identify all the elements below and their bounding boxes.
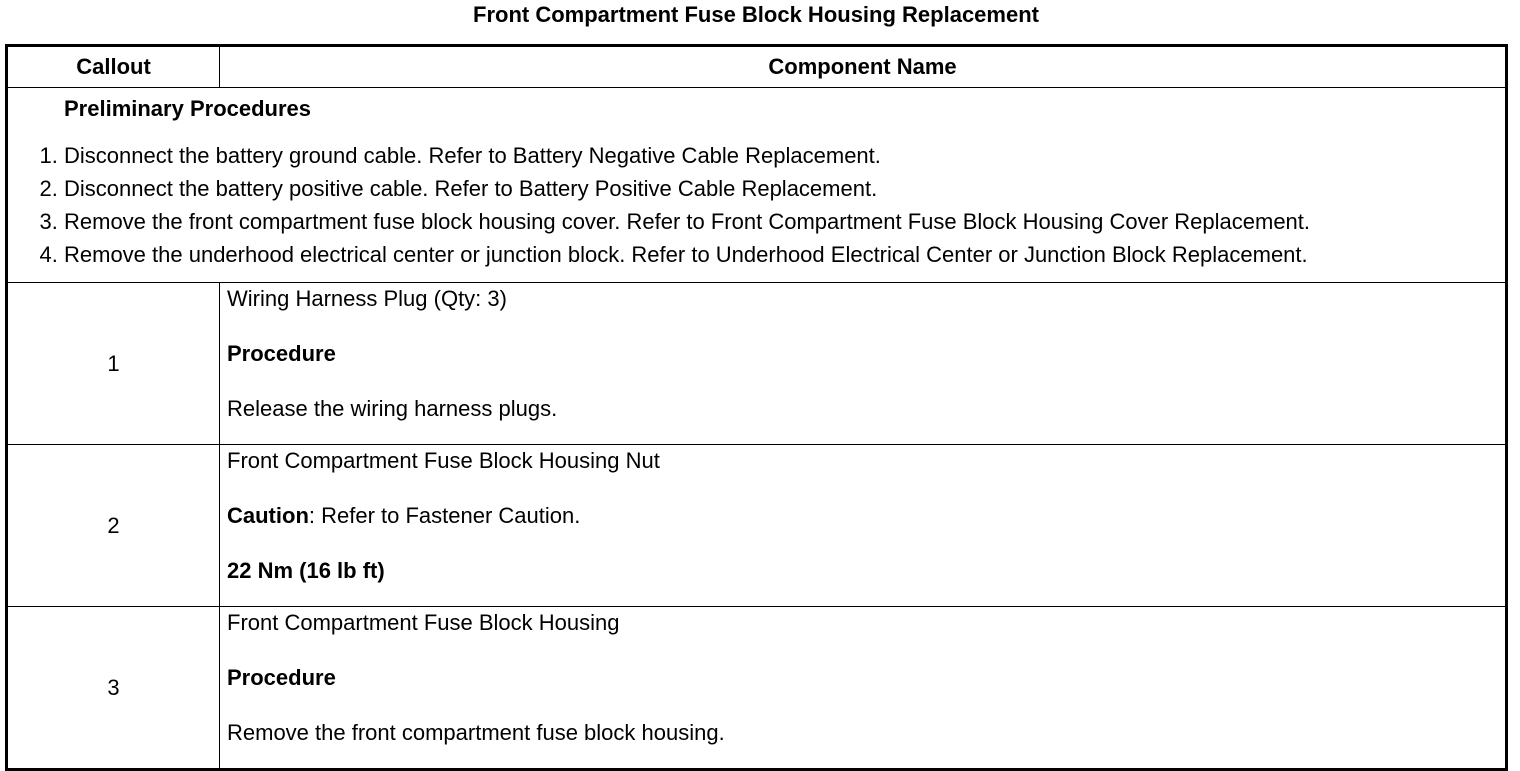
component-cell	[220, 445, 1507, 607]
caution-line	[227, 496, 1505, 551]
preliminary-step: 3. Remove the front compartment fuse block housing cover. Refer to Front Compartment Fuse Block Housing Cover Replacement.	[64, 205, 1505, 238]
page-title: Front Compartment Fuse Block Housing Replacement	[473, 2, 1039, 27]
component-name: Front Compartment Fuse Block Housing Nut	[227, 448, 660, 473]
procedure-label: Procedure	[227, 341, 336, 366]
preliminary-steps-list	[8, 139, 1505, 271]
component-cell	[220, 607, 1507, 770]
callout-number: 3	[7, 607, 220, 770]
component-name-column-header: Component Name	[220, 46, 1507, 88]
caution-text: : Refer to Fastener Caution.	[308, 503, 581, 528]
procedure-text: Release the wiring harness plugs.	[227, 396, 558, 421]
callout-column-header: Callout	[7, 46, 220, 88]
table-header-row	[7, 46, 1507, 88]
table-row	[7, 445, 1507, 607]
component-name: Front Compartment Fuse Block Housing	[227, 610, 620, 635]
component-cell	[220, 283, 1507, 445]
preliminary-procedures-cell	[7, 88, 1507, 283]
preliminary-step: 1. Disconnect the battery ground cable. Refer to Battery Negative Cable Replacement.	[64, 139, 1505, 172]
table-row	[7, 283, 1507, 445]
procedure-text: Remove the front compartment fuse block housing.	[227, 720, 725, 745]
procedure-label: Procedure	[227, 665, 336, 690]
component-name: Wiring Harness Plug (Qty: 3)	[227, 286, 507, 311]
preliminary-step: 4. Remove the underhood electrical center or junction block. Refer to Underhood Electrical Center or Junction Block Replacement.	[64, 238, 1505, 271]
components-table	[5, 44, 1508, 771]
preliminary-step: 2. Disconnect the battery positive cable. Refer to Battery Positive Cable Replacement.	[64, 172, 1505, 205]
callout-number: 2	[7, 445, 220, 607]
preliminary-procedures-row	[7, 88, 1507, 283]
callout-number: 1	[7, 283, 220, 445]
torque-spec: 22 Nm (16 lb ft)	[227, 558, 385, 583]
table-row	[7, 607, 1507, 770]
caution-label: Caution	[227, 503, 309, 528]
preliminary-procedures-heading: Preliminary Procedures	[64, 96, 312, 121]
